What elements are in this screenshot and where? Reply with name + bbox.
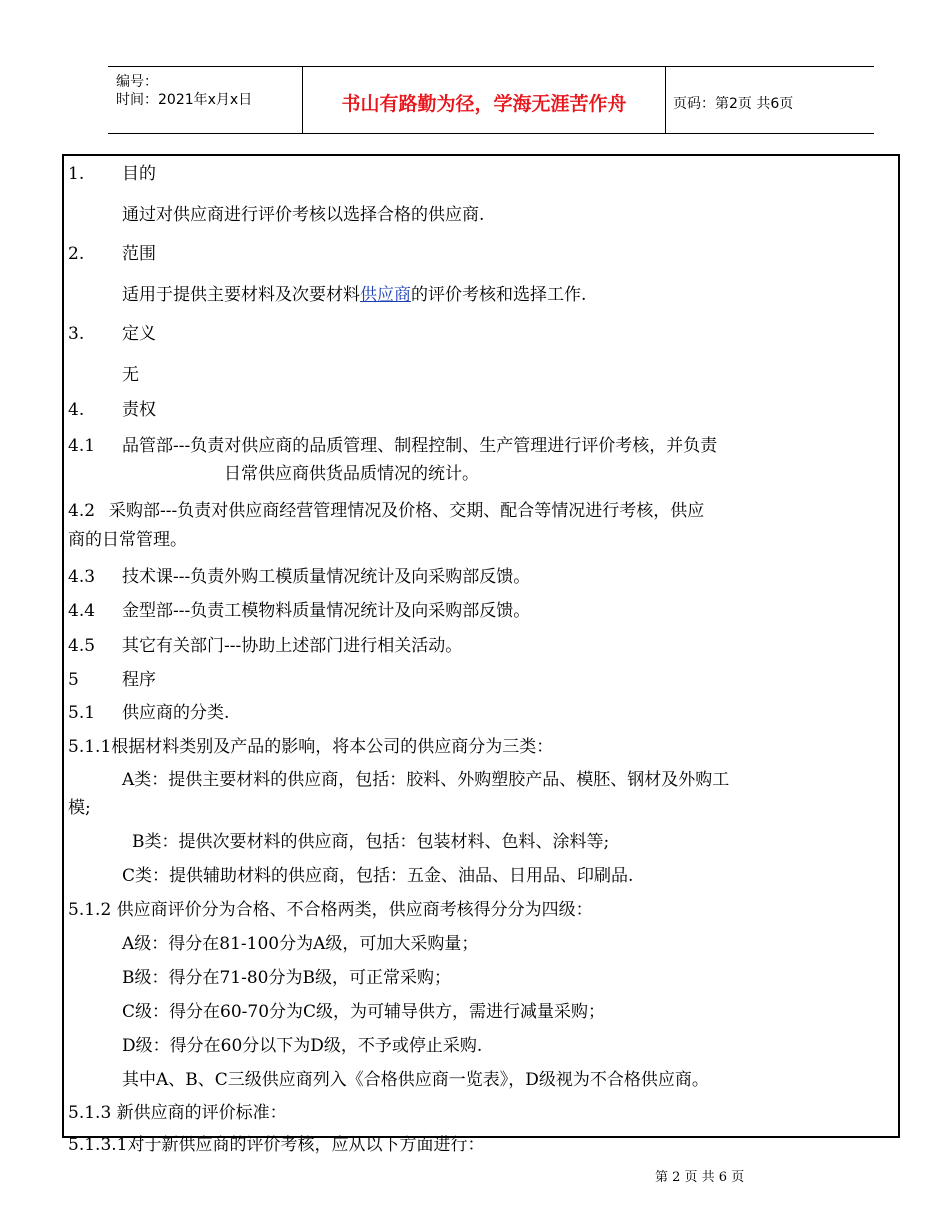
paragraph-text: 其中A、B、C三级供应商列入《合格供应商一览表》，D级视为不合格供应商。 <box>122 1070 709 1090</box>
paragraph-text: 5.1.3 新供应商的评价标准： <box>68 1103 287 1123</box>
section-number: 4. <box>68 400 85 420</box>
section-title: 范围 <box>122 244 156 264</box>
text-part: 的评价考核和选择工作. <box>411 285 587 305</box>
document-header <box>108 66 874 134</box>
paragraph-text <box>122 284 586 306</box>
header-center-cell <box>302 67 666 133</box>
supplier-link[interactable]: 供应商 <box>360 285 411 305</box>
page-code: 页码：第2页 共6页 <box>673 96 794 112</box>
item-number: 5.1 <box>68 703 96 723</box>
item-number: 4.1 <box>68 436 96 456</box>
paragraph-text: C类：提供辅助材料的供应商，包括：五金、油品、日用品、印刷品. <box>122 866 634 886</box>
paragraph-text: 金型部---负责工模物料质量情况统计及向采购部反馈。 <box>122 601 531 621</box>
section-title: 定义 <box>122 324 156 344</box>
header-right-cell <box>665 67 874 133</box>
section-title: 责权 <box>122 400 156 420</box>
paragraph-text: 无 <box>122 365 139 385</box>
item-number: 4.4 <box>68 601 96 621</box>
paragraph-text: 模; <box>68 798 91 818</box>
item-number: 4.5 <box>68 636 96 656</box>
paragraph-text: 商的日常管理。 <box>68 530 187 550</box>
paragraph-text: B类：提供次要材料的供应商，包括：包装材料、色料、涂料等; <box>132 832 610 852</box>
paragraph-text: 5.1.3.1对于新供应商的评价考核，应从以下方面进行： <box>68 1135 485 1155</box>
motto-text: 书山有路勤为径，学海无涯苦作舟 <box>341 93 627 115</box>
paragraph-text: 5.1.2 供应商评价分为合格、不合格两类，供应商考核得分分为四级： <box>68 900 593 920</box>
paragraph-text: D级：得分在60分以下为D级，不予或停止采购. <box>122 1036 483 1056</box>
paragraph-text: 其它有关部门---协助上述部门进行相关活动。 <box>122 636 463 656</box>
content-box <box>62 154 900 1155</box>
section-title: 目的 <box>122 164 156 184</box>
paragraph-text: A类：提供主要材料的供应商，包括：胶料、外购塑胶产品、模胚、钢材及外购工 <box>122 770 730 790</box>
page-footer: 第 2 页 共 6 页 <box>655 1170 745 1185</box>
header-left-cell <box>108 67 302 133</box>
section-number: 5 <box>68 670 79 690</box>
time-label: 时间：2021年x月x日 <box>116 92 253 108</box>
item-number: 4.3 <box>68 567 96 587</box>
paragraph-text: 通过对供应商进行评价考核以选择合格的供应商. <box>122 205 485 225</box>
section-number: 1. <box>68 164 85 184</box>
paragraph-text: 日常供应商供货品质情况的统计。 <box>224 464 479 484</box>
number-label: 编号： <box>116 74 158 90</box>
section-title: 程序 <box>122 670 156 690</box>
text-part: 适用于提供主要材料及次要材料 <box>122 285 360 305</box>
paragraph-text: 供应商的分类. <box>122 703 230 723</box>
paragraph-text: C级：得分在60-70分为C级，为可辅导供方，需进行减量采购； <box>122 1002 606 1022</box>
paragraph-text: B级：得分在71-80分为B级，可正常采购； <box>122 968 451 988</box>
section-number: 3. <box>68 324 85 344</box>
paragraph-text: 5.1.1根据材料类别及产品的影响，将本公司的供应商分为三类： <box>68 737 554 757</box>
item-number: 4.2 <box>68 501 96 521</box>
paragraph-text: 品管部---负责对供应商的品质管理、制程控制、生产管理进行评价考核，并负责 <box>122 436 718 456</box>
section-number: 2. <box>68 244 85 264</box>
paragraph-text: 技术课---负责外购工模质量情况统计及向采购部反馈。 <box>122 567 531 587</box>
paragraph-text: A级：得分在81-100分为A级，可加大采购量； <box>122 934 479 954</box>
paragraph-text: 采购部---负责对供应商经营管理情况及价格、交期、配合等情况进行考核，供应 <box>109 501 705 521</box>
